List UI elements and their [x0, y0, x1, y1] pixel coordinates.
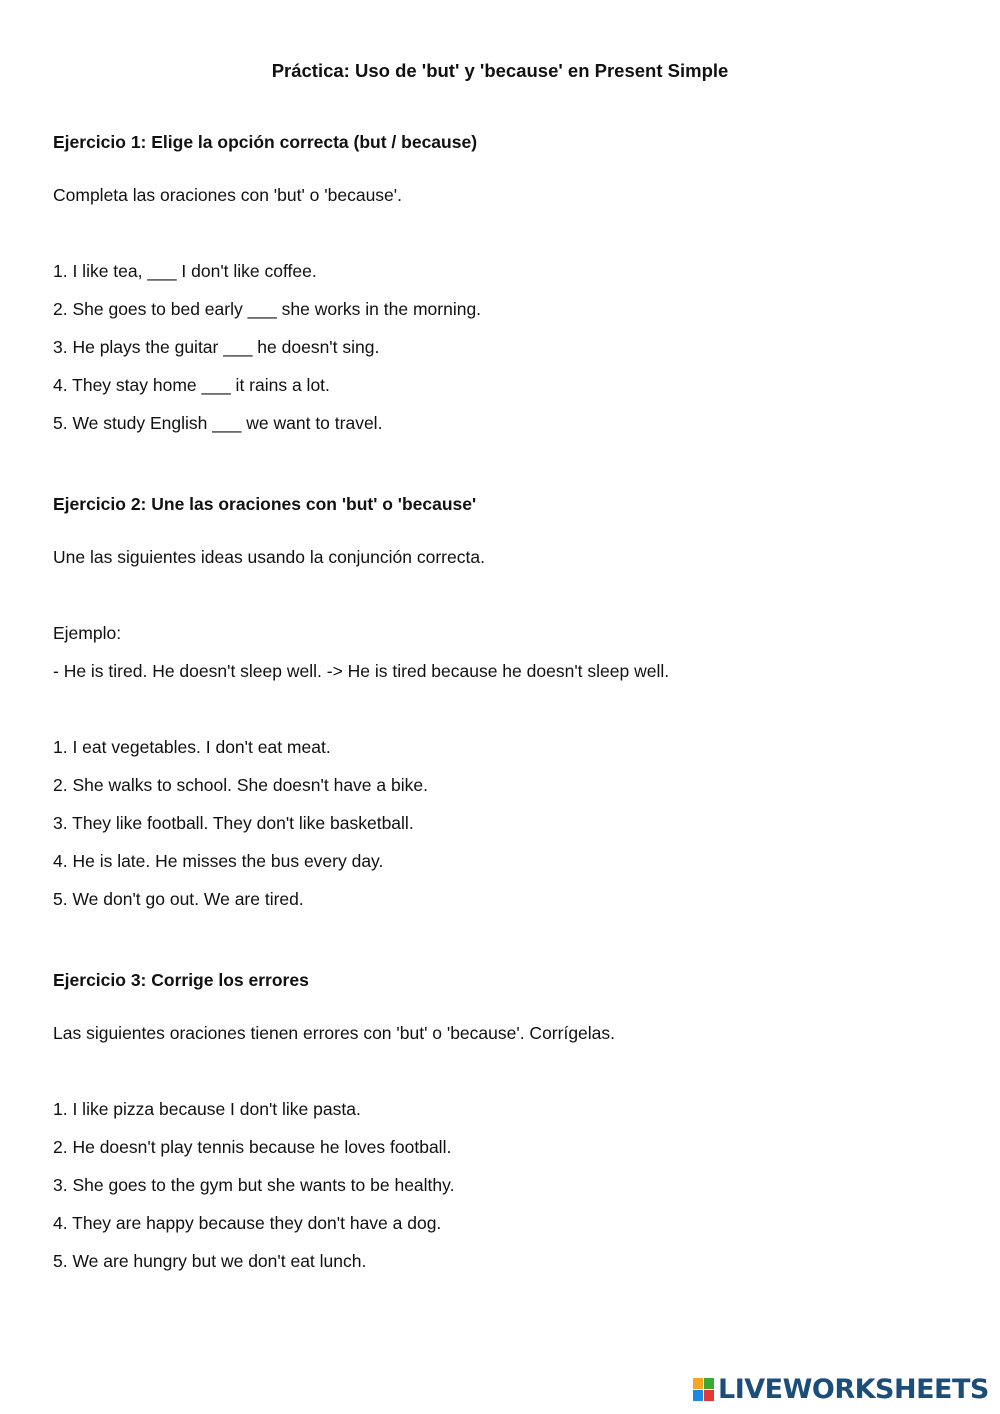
liveworksheets-mark-icon — [693, 1377, 715, 1403]
example-sentence: - He is tired. He doesn't sleep well. -> He is tired because he doesn't sleep well. — [53, 661, 670, 681]
exercise-3-item: 4. They are happy because they don't have a dog. — [53, 1213, 442, 1233]
exercise-1-item: 1. I like tea, ___ I don't like coffee. — [53, 261, 317, 281]
exercise-2-instruction: Une las siguientes ideas usando la conjunción correcta. — [53, 547, 485, 567]
exercise-1-instruction: Completa las oraciones con 'but' o 'because'. — [53, 185, 402, 205]
exercise-2-item: 2. She walks to school. She doesn't have a bike. — [53, 775, 428, 795]
exercise-2-heading: Ejercicio 2: Une las oraciones con 'but' o 'because' — [53, 494, 477, 514]
exercise-1-heading: Ejercicio 1: Elige la opción correcta (but / because) — [53, 132, 478, 152]
exercise-1-item: 4. They stay home ___ it rains a lot. — [53, 375, 330, 395]
liveworksheets-logo[interactable] — [693, 1374, 989, 1406]
exercise-3-item: 3. She goes to the gym but she wants to be healthy. — [53, 1175, 455, 1195]
exercise-2-item: 1. I eat vegetables. I don't eat meat. — [53, 737, 331, 757]
exercise-2-item: 3. They like football. They don't like basketball. — [53, 813, 414, 833]
exercise-3-heading: Ejercicio 3: Corrige los errores — [53, 970, 309, 990]
example-label: Ejemplo: — [53, 623, 122, 643]
exercise-3-instruction: Las siguientes oraciones tienen errores con 'but' o 'because'. Corrígelas. — [53, 1023, 616, 1043]
exercise-3-item: 5. We are hungry but we don't eat lunch. — [53, 1251, 367, 1271]
exercise-1-item: 2. She goes to bed early ___ she works in the morning. — [53, 299, 482, 319]
exercise-1-item: 5. We study English ___ we want to travel. — [53, 413, 383, 433]
page-title: Práctica: Uso de 'but' y 'because' en Present Simple — [271, 60, 729, 81]
exercise-3-item: 1. I like pizza because I don't like pasta. — [53, 1099, 361, 1119]
exercise-2-item: 5. We don't go out. We are tired. — [53, 889, 304, 909]
exercise-3-item: 2. He doesn't play tennis because he loves football. — [53, 1137, 452, 1157]
logo-text: LIVEWORKSHEETS — [718, 1374, 989, 1405]
exercise-1-item: 3. He plays the guitar ___ he doesn't sing. — [53, 337, 380, 357]
exercise-2-item: 4. He is late. He misses the bus every day. — [53, 851, 384, 871]
